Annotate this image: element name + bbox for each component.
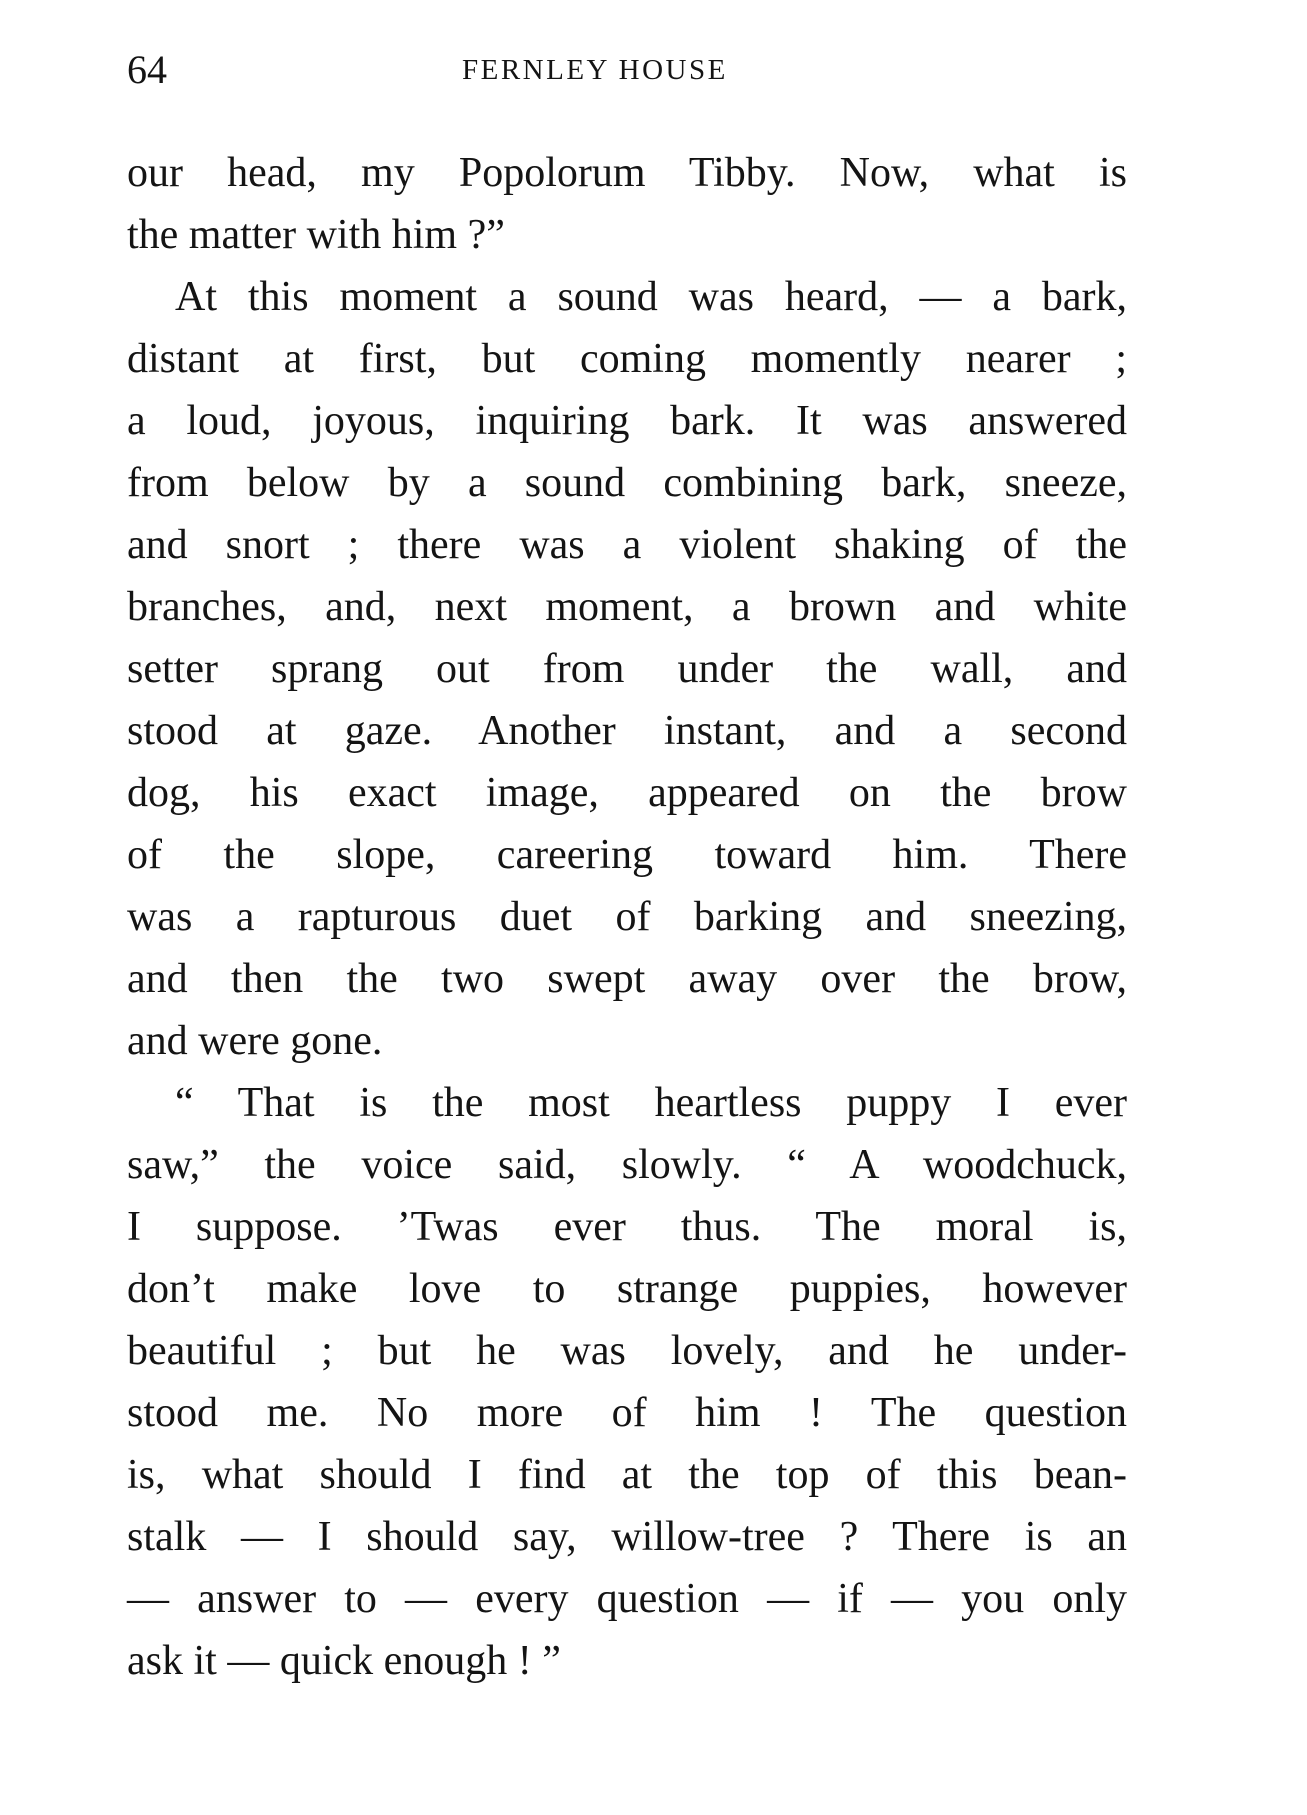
text-line: stood at gaze. Another instant, and a second <box>127 708 1127 754</box>
text-line: saw,” the voice said, slowly. “ A woodchuck, <box>127 1142 1127 1188</box>
text-line: our head, my Popolorum Tibby. Now, what is <box>127 150 1127 196</box>
text-line: beautiful ; but he was lovely, and he under- <box>127 1328 1127 1374</box>
text-line: At this moment a sound was heard, — a bark, <box>175 274 1127 320</box>
page-number: 64 <box>127 47 167 92</box>
text-line: “ That is the most heartless puppy I ever <box>175 1080 1127 1126</box>
paragraph <box>127 266 1127 1072</box>
text-line: dog, his exact image, appeared on the brow <box>127 770 1127 816</box>
text-line: from below by a sound combining bark, sneeze, <box>127 460 1127 506</box>
text-line: and then the two swept away over the brow, <box>127 956 1127 1002</box>
text-line: ask it — quick enough ! ” <box>127 1638 561 1684</box>
text-line: branches, and, next moment, a brown and white <box>127 584 1127 630</box>
text-line: the matter with him ?” <box>127 212 505 258</box>
text-line: stood me. No more of him ! The question <box>127 1390 1127 1436</box>
text-line: and snort ; there was a violent shaking of the <box>127 522 1127 568</box>
running-title: FERNLEY HOUSE <box>462 54 728 86</box>
text-line: and were gone. <box>127 1018 383 1064</box>
text-line: a loud, joyous, inquiring bark. It was answered <box>127 398 1127 444</box>
running-header <box>127 42 1127 98</box>
body-text <box>127 142 1127 1692</box>
text-line: — answer to — every question — if — you only <box>127 1576 1127 1622</box>
text-line: of the slope, careering toward him. There <box>127 832 1127 878</box>
text-line: stalk — I should say, willow-tree ? There is an <box>127 1514 1127 1560</box>
paragraph <box>127 142 1127 266</box>
paragraph <box>127 1072 1127 1692</box>
text-line: setter sprang out from under the wall, and <box>127 646 1127 692</box>
text-line: distant at first, but coming momently nearer ; <box>127 336 1127 382</box>
text-line: is, what should I find at the top of this bean- <box>127 1452 1127 1498</box>
text-line: was a rapturous duet of barking and sneezing, <box>127 894 1127 940</box>
text-line: I suppose. ’Twas ever thus. The moral is, <box>127 1204 1127 1250</box>
text-line: don’t make love to strange puppies, however <box>127 1266 1127 1312</box>
